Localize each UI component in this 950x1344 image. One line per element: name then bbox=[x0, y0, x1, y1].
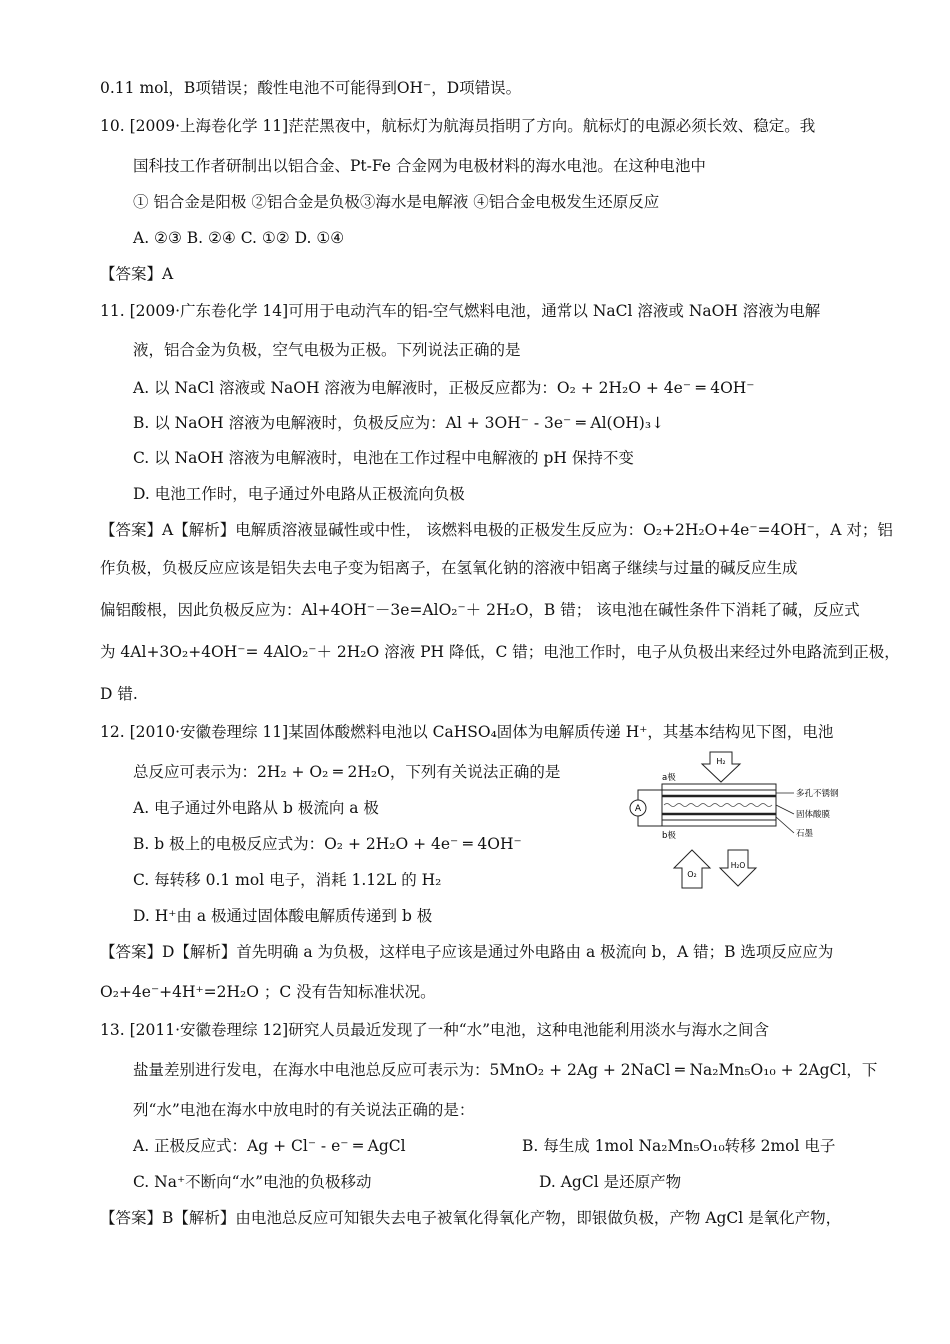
option-b: B. 每生成 1mol Na₂Mn₅O₁₀转移 2mol 电子 bbox=[522, 1137, 836, 1155]
text-line: 液，铝合金为负极，空气电极为正极。下列说法正确的是 bbox=[133, 341, 521, 359]
membrane-label: 固体酸膜 bbox=[796, 810, 831, 820]
option-a: A. 以 NaCl 溶液或 NaOH 溶液为电解液时，正极反应都为：O₂ + 2H₂O + 4e⁻ ═ 4OH⁻ bbox=[133, 379, 755, 397]
graphite-label: 石墨 bbox=[796, 829, 814, 839]
question-12-stem: 12. [2010·安徽卷理综 11]某固体酸燃料电池以 CaHSO₄固体为电解质传递 H⁺，其基本结构见下图，电池 bbox=[100, 723, 834, 741]
text-line: 总反应可表示为：2H₂ + O₂ ═ 2H₂O，下列有关说法正确的是 bbox=[133, 763, 561, 781]
question-13-stem: 13. [2011·安徽卷理综 12]研究人员最近发现了一种“水”电池，这种电池能利用淡水与海水之间含 bbox=[100, 1021, 770, 1039]
text-line: 作负极，负极反应应该是铝失去电子变为铝离子，在氢氧化钠的溶液中铝离子继续与过量的碱反应生成 bbox=[100, 559, 798, 577]
option-c: C. 每转移 0.1 mol 电子，消耗 1.12L 的 H₂ bbox=[133, 871, 442, 889]
option-c: C. 以 NaOH 溶液为电解液时，电池在工作过程中电解液的 pH 保持不变 bbox=[133, 449, 634, 467]
option-d: D. H⁺由 a 极通过固体酸电解质传递到 b 极 bbox=[133, 907, 433, 925]
option-c: C. Na⁺不断向“水”电池的负极移动 bbox=[133, 1173, 372, 1191]
answer-line: 【答案】A bbox=[100, 265, 174, 283]
ammeter-label: A bbox=[634, 804, 642, 814]
text-line: 为 4Al+3O₂+4OH⁻= 4AlO₂⁻＋ 2H₂O 溶液 PH 降低，C 错；电池工作时，电子从负极出来经过外电路流到正极， bbox=[100, 643, 900, 661]
text-line: 盐量差别进行发电，在海水中电池总反应可表示为：5MnO₂ + 2Ag + 2NaCl ═ Na₂Mn₅O₁₀ + 2AgCl，下 bbox=[133, 1061, 878, 1079]
fuel-cell-diagram bbox=[628, 750, 858, 890]
question-11-stem: 11. [2009·广东卷化学 14]可用于电动汽车的铝-空气燃料电池，通常以 NaCl 溶液或 NaOH 溶液为电解 bbox=[100, 302, 821, 320]
question-10-stem: 10. [2009·上海卷化学 11]茫茫黑夜中，航标灯为航海员指明了方向。航标灯的电源必须长效、稳定。我 bbox=[100, 117, 816, 135]
answer-line: 【答案】D【解析】首先明确 a 为负极，这样电子应该是通过外电路由 a 极流向 b，A 错；B 选项反应应为 bbox=[100, 943, 834, 961]
option-a: A. 正极反应式：Ag + Cl⁻ - e⁻ ═ AgCl bbox=[133, 1137, 406, 1155]
option-d: D. AgCl 是还原产物 bbox=[539, 1173, 682, 1191]
h2-label: H₂ bbox=[716, 757, 726, 766]
text-line: 国科技工作者研制出以铝合金、Pt-Fe 合金网为电极材料的海水电池。在这种电池中 bbox=[133, 157, 706, 175]
wire-bottom bbox=[638, 816, 662, 826]
options-line: A. ②③ B. ②④ C. ①② D. ①④ bbox=[133, 229, 345, 247]
text-line: ① 铝合金是阳极 ②铝合金是负极③海水是电解液 ④铝合金电极发生还原反应 bbox=[133, 193, 660, 211]
option-b: B. 以 NaOH 溶液为电解液时，负极反应为：Al + 3OH⁻ - 3e⁻ ═ Al(OH)₃↓ bbox=[133, 414, 665, 432]
h2o-label: H₂O bbox=[730, 861, 746, 870]
o2-inlet-arrow bbox=[674, 850, 710, 888]
text-line: O₂+4e⁻+4H⁺=2H₂O ；C 没有告知标准状况。 bbox=[100, 983, 436, 1001]
option-d: D. 电池工作时，电子通过外电路从正极流向负极 bbox=[133, 485, 465, 503]
answer-line: 【答案】A【解析】电解质溶液显碱性或中性， 该燃料电极的正极发生反应为：O₂+2H₂O+4e⁻=4OH⁻，A 对；铝 bbox=[100, 521, 893, 539]
text-line: 0.11 mol，B项错误；酸性电池不可能得到OH⁻，D项错误。 bbox=[100, 79, 522, 97]
option-a: A. 电子通过外电路从 b 极流向 a 极 bbox=[133, 799, 379, 817]
option-b: B. b 极上的电极反应式为：O₂ + 2H₂O + 4e⁻ ═ 4OH⁻ bbox=[133, 835, 522, 853]
a-pole-label: a极 bbox=[662, 773, 676, 783]
o2-label: O₂ bbox=[687, 870, 697, 879]
wire-top bbox=[638, 790, 662, 800]
answer-line: 【答案】B【解析】由电池总反应可知银失去电子被氧化得氧化产物，即银做负极，产物 AgCl 是氧化产物， bbox=[100, 1209, 842, 1227]
text-line: D 错. bbox=[100, 685, 138, 703]
b-pole-label: b极 bbox=[662, 831, 676, 841]
steel-label: 多孔不锈钢 bbox=[796, 789, 839, 799]
text-line: 偏铝酸根，因此负极反应为：Al+4OH⁻－3e=AlO₂⁻＋ 2H₂O，B 错； 该电池在碱性条件下消耗了碱，反应式 bbox=[100, 601, 860, 619]
text-line: 列“水”电池在海水中放电时的有关说法正确的是： bbox=[133, 1101, 475, 1119]
